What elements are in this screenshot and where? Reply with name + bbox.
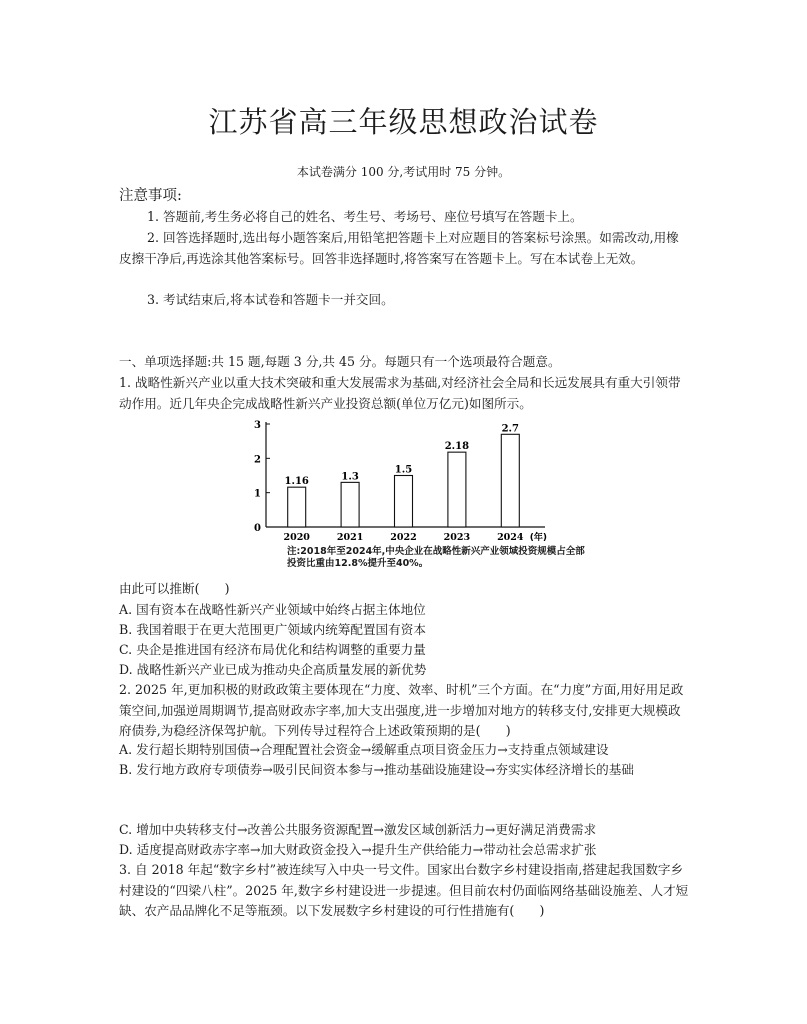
- question-2-option-d: D. 适度提高财政赤字率→加大财政资金投入→提升生产供给能力→带动社会总需求扩张: [119, 842, 597, 857]
- question-1-option-d: D. 战略性新兴产业已成为推动央企高质量发展的新优势: [119, 662, 427, 677]
- notice-item: 3. 考试结束后,将本试卷和答题卡一并交回。: [147, 292, 394, 307]
- notice-item: 2. 回答选择题时,选出每小题答案后,用铅笔把答题卡上对应题目的答案标号涂黑。如需改动,用橡皮擦干净后,再选涂其他答案标号。回答非选择题时,将答案写在答题卡上。写在本试卷上无效。: [119, 230, 679, 266]
- notice-item: 1. 答题前,考生务必将自己的姓名、考生号、考场号、座位号填写在答题卡上。: [147, 209, 583, 224]
- notice-heading: 注意事项:: [119, 188, 182, 204]
- question-1-option-a: A. 国有资本在战略性新兴产业领域中始终占据主体地位: [119, 602, 426, 617]
- y-tick-label: 1: [254, 488, 261, 500]
- investment-bar-chart: [250, 416, 560, 546]
- bar: [341, 482, 359, 527]
- y-tick-label: 0: [254, 523, 261, 534]
- bar: [501, 434, 519, 527]
- page-title: 江苏省高三年级思想政治试卷: [208, 105, 599, 139]
- exam-info: 本试卷满分 100 分,考试用时 75 分钟。: [296, 165, 511, 179]
- bar-value-label: 2.7: [501, 423, 520, 435]
- question-2-option-c: C. 增加中央转移支付→改善公共服务资源配置→激发区域创新活力→更好满足消费需求: [119, 822, 597, 837]
- x-unit-label: (年): [529, 533, 547, 543]
- question-1-option-b: B. 我国着眼于在更大范围更广领域内统筹配置国有资本: [119, 622, 426, 637]
- bar-value-label: 1.3: [341, 471, 359, 483]
- x-tick-label: 2023: [443, 532, 471, 543]
- question-1-option-c: C. 央企是推进国有经济布局优化和结构调整的重要力量: [119, 642, 426, 657]
- question-3-stem: 3. 自 2018 年起“数字乡村”被连续写入中央一号文件。国家出台数字乡村建设指南,搭建起我国数字乡村建设的“四梁八柱”。2025 年,数字乡村建设进一步提速。但目前农村仍面临网络基础设施差、人才短缺、农产品品牌化不足等瓶颈。以下发展数字乡村建设的可行性措施有( ): [119, 862, 689, 918]
- x-tick-label: 2022: [390, 532, 417, 543]
- bar-value-label: 2.18: [444, 441, 470, 453]
- question-2-option-b: B. 发行地方政府专项债券→吸引民间资本参与→推动基础设施建设→夯实实体经济增长的基础: [119, 762, 634, 777]
- y-tick-label: 3: [254, 420, 261, 431]
- section-heading: 一、单项选择题:共 15 题,每题 3 分,共 45 分。每题只有一个选项最符合题意。: [119, 354, 561, 369]
- question-1-stem: 1. 战略性新兴产业以重大技术突破和重大发展需求为基础,对经济社会全局和长远发展具有重大引领带动作用。近几年央企完成战略性新兴产业投资总额(单位万亿元)如图所示。: [119, 375, 681, 411]
- x-tick-label: 2024: [497, 532, 524, 543]
- bar: [395, 476, 413, 528]
- y-tick-label: 2: [254, 454, 261, 466]
- x-tick-label: 2020: [283, 532, 310, 543]
- question-1-prompt: 由此可以推断( ): [119, 581, 230, 596]
- chart-note: 注:2018年至2024年,中央企业在战略性新兴产业领域投资规模占全部投资比重由12.8%提升至40%。: [287, 546, 585, 569]
- bar-value-label: 1.5: [394, 464, 413, 476]
- bar-value-label: 1.16: [284, 476, 309, 488]
- question-2-option-a: A. 发行超长期特别国债→合理配置社会资金→缓解重点项目资金压力→支持重点领域建设: [119, 742, 609, 757]
- bar: [288, 487, 306, 527]
- question-2-stem: 2. 2025 年,更加积极的财政政策主要体现在“力度、效率、时机”三个方面。在“力度”方面,用好用足政策空间,加强逆周期调节,提高财政赤字率,加大支出强度,进一步增加对地方的转移支付,安排更大规模政府债券,为稳经济保驾护航。下列传导过程符合上述政策预期的是( ): [119, 682, 684, 738]
- bar: [448, 452, 466, 527]
- x-tick-label: 2021: [336, 532, 364, 543]
